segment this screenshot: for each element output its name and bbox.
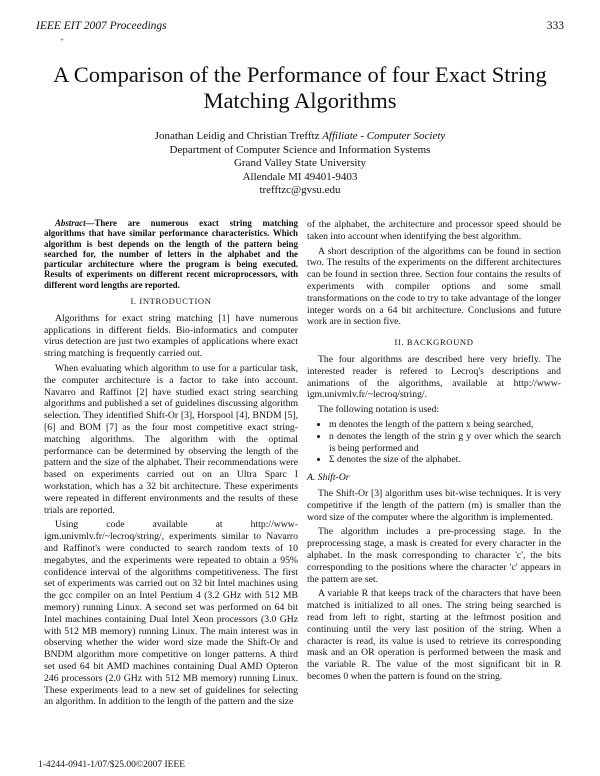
author-address: Allendale MI 49401-9403 — [242, 170, 358, 183]
paper-title: A Comparison of the Performance of four Exact String Matching Algorithms — [53, 62, 547, 113]
list-item: • m denotes the length of the pattern x being searched, — [329, 419, 561, 431]
abstract — [44, 218, 298, 290]
section-heading-introduction: I. INTRODUCTION — [130, 296, 212, 307]
intro-paragraph: A short description of the algorithms can be found in section two. The results of the experiments on the different architectures can be found in section three. Section four contains the results of experiments with compiler options and some small transformations on the code to try to take advantage of the longer integer words on a 64 bit architecture. Conclusions and future work are in section five. — [307, 245, 561, 328]
left-column — [44, 218, 298, 711]
running-header — [36, 20, 564, 32]
author-names: Jonathan Leidig and Christian Trefftz — [154, 130, 320, 142]
page-number: 333 — [546, 20, 564, 32]
abstract-label: Abstract — [55, 218, 86, 228]
intro-paragraph-continued: of the alphabet, the architecture and processor speed should be taken into account when identifying the best algorithm. — [307, 219, 561, 242]
author-line — [40, 130, 560, 144]
copyright-footer: 1-4244-0941-1/07/$25.00©2007 IEEE — [38, 760, 186, 770]
author-department: Department of Computer Science and Information Systems — [169, 143, 431, 156]
crop-mark-icon: + — [60, 36, 64, 44]
author-affiliate: Affiliate - Computer Society — [322, 130, 446, 142]
shift-or-paragraph: A variable R that keeps track of the characters that have been matched is initialized to all ones. The string being searched is read from left to right, starting at the leftmost position and continuing until the very last position of the string. When a character is read, its value is used to retrieve its corresponding mask and an OR operation is performed between the mask and the variable R. The value of the most significant bit in R becomes 0 when the pattern is found on the string. — [307, 588, 561, 682]
intro-paragraph: Algorithms for exact string matching [1] have numerous applications in different fields. Bio-informatics and computer virus detection are just two examples of applications where exact string matching is frequently carried out. — [44, 312, 298, 360]
section-heading-background: II. BACKGROUND — [394, 337, 474, 348]
list-item: • n denotes the length of the strin g y over which the search is being performed and — [329, 431, 561, 455]
background-paragraph: The following notation is used: — [318, 404, 440, 416]
shift-or-paragraph: The Shift-Or [3] algorithm uses bit-wise techniques. It is very competitive if the length of the pattern (m) is smaller than the word size of the computer where the algorithm is implemented. — [307, 487, 561, 523]
right-column — [307, 219, 561, 686]
notation-list — [307, 419, 561, 466]
intro-paragraph: Using code available at http://www-igm.univmlv.fr/~lecroq/string/, experiments similar to Navarro and Raffinot's were conducted to search random texts of 10 megabytes, and the experiments were repeated to obtain a 95% confidence interval of the algorithms competitiveness. The first set of experiments was carried out on 32 bit Intel machines using the gcc compiler on an Intel Pentium 4 (3.2 GHz with 512 MB memory) running Linux. A second set was performed on 64 bit Intel machines containing Dual Intel Xeon processors (3.0 GHz with 512 MB memory) running Linux. The main interest was in observing whether the wider word size made the Shift-Or and BNDM algorithm more competitive on longer patterns. A third set used 64 bit AMD machines containing Dual AMD Opteron 246 processors (2.0 GHz with 512 MB memory) running Linux. These experiments lead to a new set of guidelines for selecting an algorithm. In addition to the length of the pattern and the size — [44, 519, 298, 708]
author-email: trefftzc@gvsu.edu — [259, 184, 341, 196]
subsection-heading-shift-or: A. Shift-Or — [307, 472, 350, 484]
intro-paragraph: When evaluating which algorithm to use for a particular task, the computer architecture is a factor to take into account. Navarro and Raffinot [2] have studied exact string searching algorithms and published a set of guidelines discussing algorithm selection. They identified Shift-Or [3], Horspool [4], BNDM [5], [6] and BOM [7] as the four most competitive exact string-matching algorithms. The algorithm with the optimal performance can be determined by observing the length of the pattern and the size of the alphabet. Their recommendations were based on experiments carried out on an Ultra Sparc I workstation, which has a 32 bit architecture. These experiments were repeated in different environments and the results of these trials are reported. — [44, 363, 298, 516]
background-paragraph: The four algorithms are described here very briefly. The interested reader is refered to Lecroq's descriptions and animations of the algorithms, available at http://www-igm.univmlv.fr/~lecroq/string/. — [307, 353, 561, 401]
shift-or-paragraph: The algorithm includes a pre-processing stage. In the preprocessing stage, a mask is created for every character in the alphabet. In the mask corresponding to character 'c', the bits corresponding to the positions where the character 'c' appears in the pattern are set. — [307, 526, 561, 585]
author-block — [40, 130, 560, 198]
abstract-text: —There are numerous exact string matching algorithms that have similar performance characteristics. Which algorithm is best depends on the length of the pattern being searched for, the number of letters in the alphabet and the particular architecture where the program is being executed. Results of experiments on different recent microprocessors, with different word lengths are reported. — [44, 218, 298, 290]
author-university: Grand Valley State University — [233, 157, 367, 169]
list-item: • Σ denotes the size of the alphabet. — [329, 454, 561, 466]
journal-name: IEEE EIT 2007 Proceedings — [36, 20, 167, 32]
